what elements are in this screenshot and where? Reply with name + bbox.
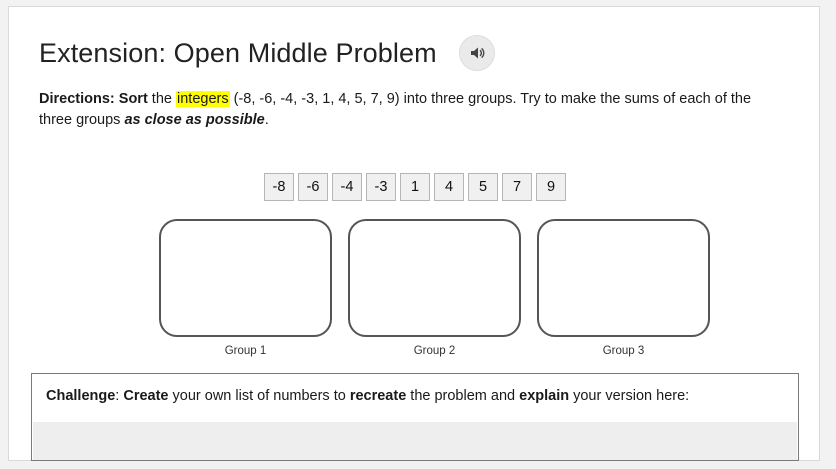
number-tile[interactable]: -4 xyxy=(332,173,362,201)
number-tile[interactable]: 9 xyxy=(536,173,566,201)
drop-zone-group-2[interactable] xyxy=(348,219,521,337)
speaker-icon[interactable] xyxy=(459,35,495,71)
challenge-end: your version here: xyxy=(569,388,690,404)
group-column xyxy=(537,219,710,357)
number-tile-tray xyxy=(9,173,821,201)
challenge-box xyxy=(31,373,799,461)
challenge-colon: : xyxy=(115,388,124,404)
number-tile[interactable]: 5 xyxy=(468,173,498,201)
challenge-explain: explain xyxy=(519,388,570,404)
directions-verb: Sort xyxy=(118,91,148,107)
directions-label: Directions: xyxy=(39,91,115,107)
number-tile[interactable]: 7 xyxy=(502,173,532,201)
challenge-answer-input[interactable] xyxy=(33,422,797,460)
directions-before: the xyxy=(147,91,176,107)
challenge-recreate: recreate xyxy=(349,388,407,404)
group-column xyxy=(348,219,521,357)
challenge-create: Create xyxy=(123,388,169,404)
activity-card xyxy=(8,6,820,461)
number-tile[interactable]: -3 xyxy=(366,173,396,201)
group-column xyxy=(159,219,332,357)
directions-after: (-8, -6, -4, -3, 1, 4, 5, 7, 9) into three groups. Try to make the sums of each of the three groups xyxy=(39,91,752,128)
group-label: Group 3 xyxy=(602,345,645,357)
number-tile[interactable]: 4 xyxy=(434,173,464,201)
number-tile[interactable]: -6 xyxy=(298,173,328,201)
challenge-mid1: your own list of numbers to xyxy=(168,388,350,404)
group-label: Group 2 xyxy=(413,345,456,357)
challenge-prompt xyxy=(32,374,798,406)
challenge-word: Challenge xyxy=(46,388,116,404)
challenge-mid2: the problem and xyxy=(406,388,520,404)
directions-text xyxy=(39,89,769,131)
number-tile[interactable]: -8 xyxy=(264,173,294,201)
directions-end: . xyxy=(264,112,269,128)
number-tile[interactable]: 1 xyxy=(400,173,430,201)
drop-zone-group-1[interactable] xyxy=(159,219,332,337)
directions-emphasis: as close as possible xyxy=(124,112,265,128)
page-title: Extension: Open Middle Problem xyxy=(39,37,437,68)
directions-highlight: integers xyxy=(177,91,229,107)
group-label: Group 1 xyxy=(224,345,267,357)
group-drop-zones xyxy=(159,219,729,357)
title-row xyxy=(39,35,495,71)
drop-zone-group-3[interactable] xyxy=(537,219,710,337)
